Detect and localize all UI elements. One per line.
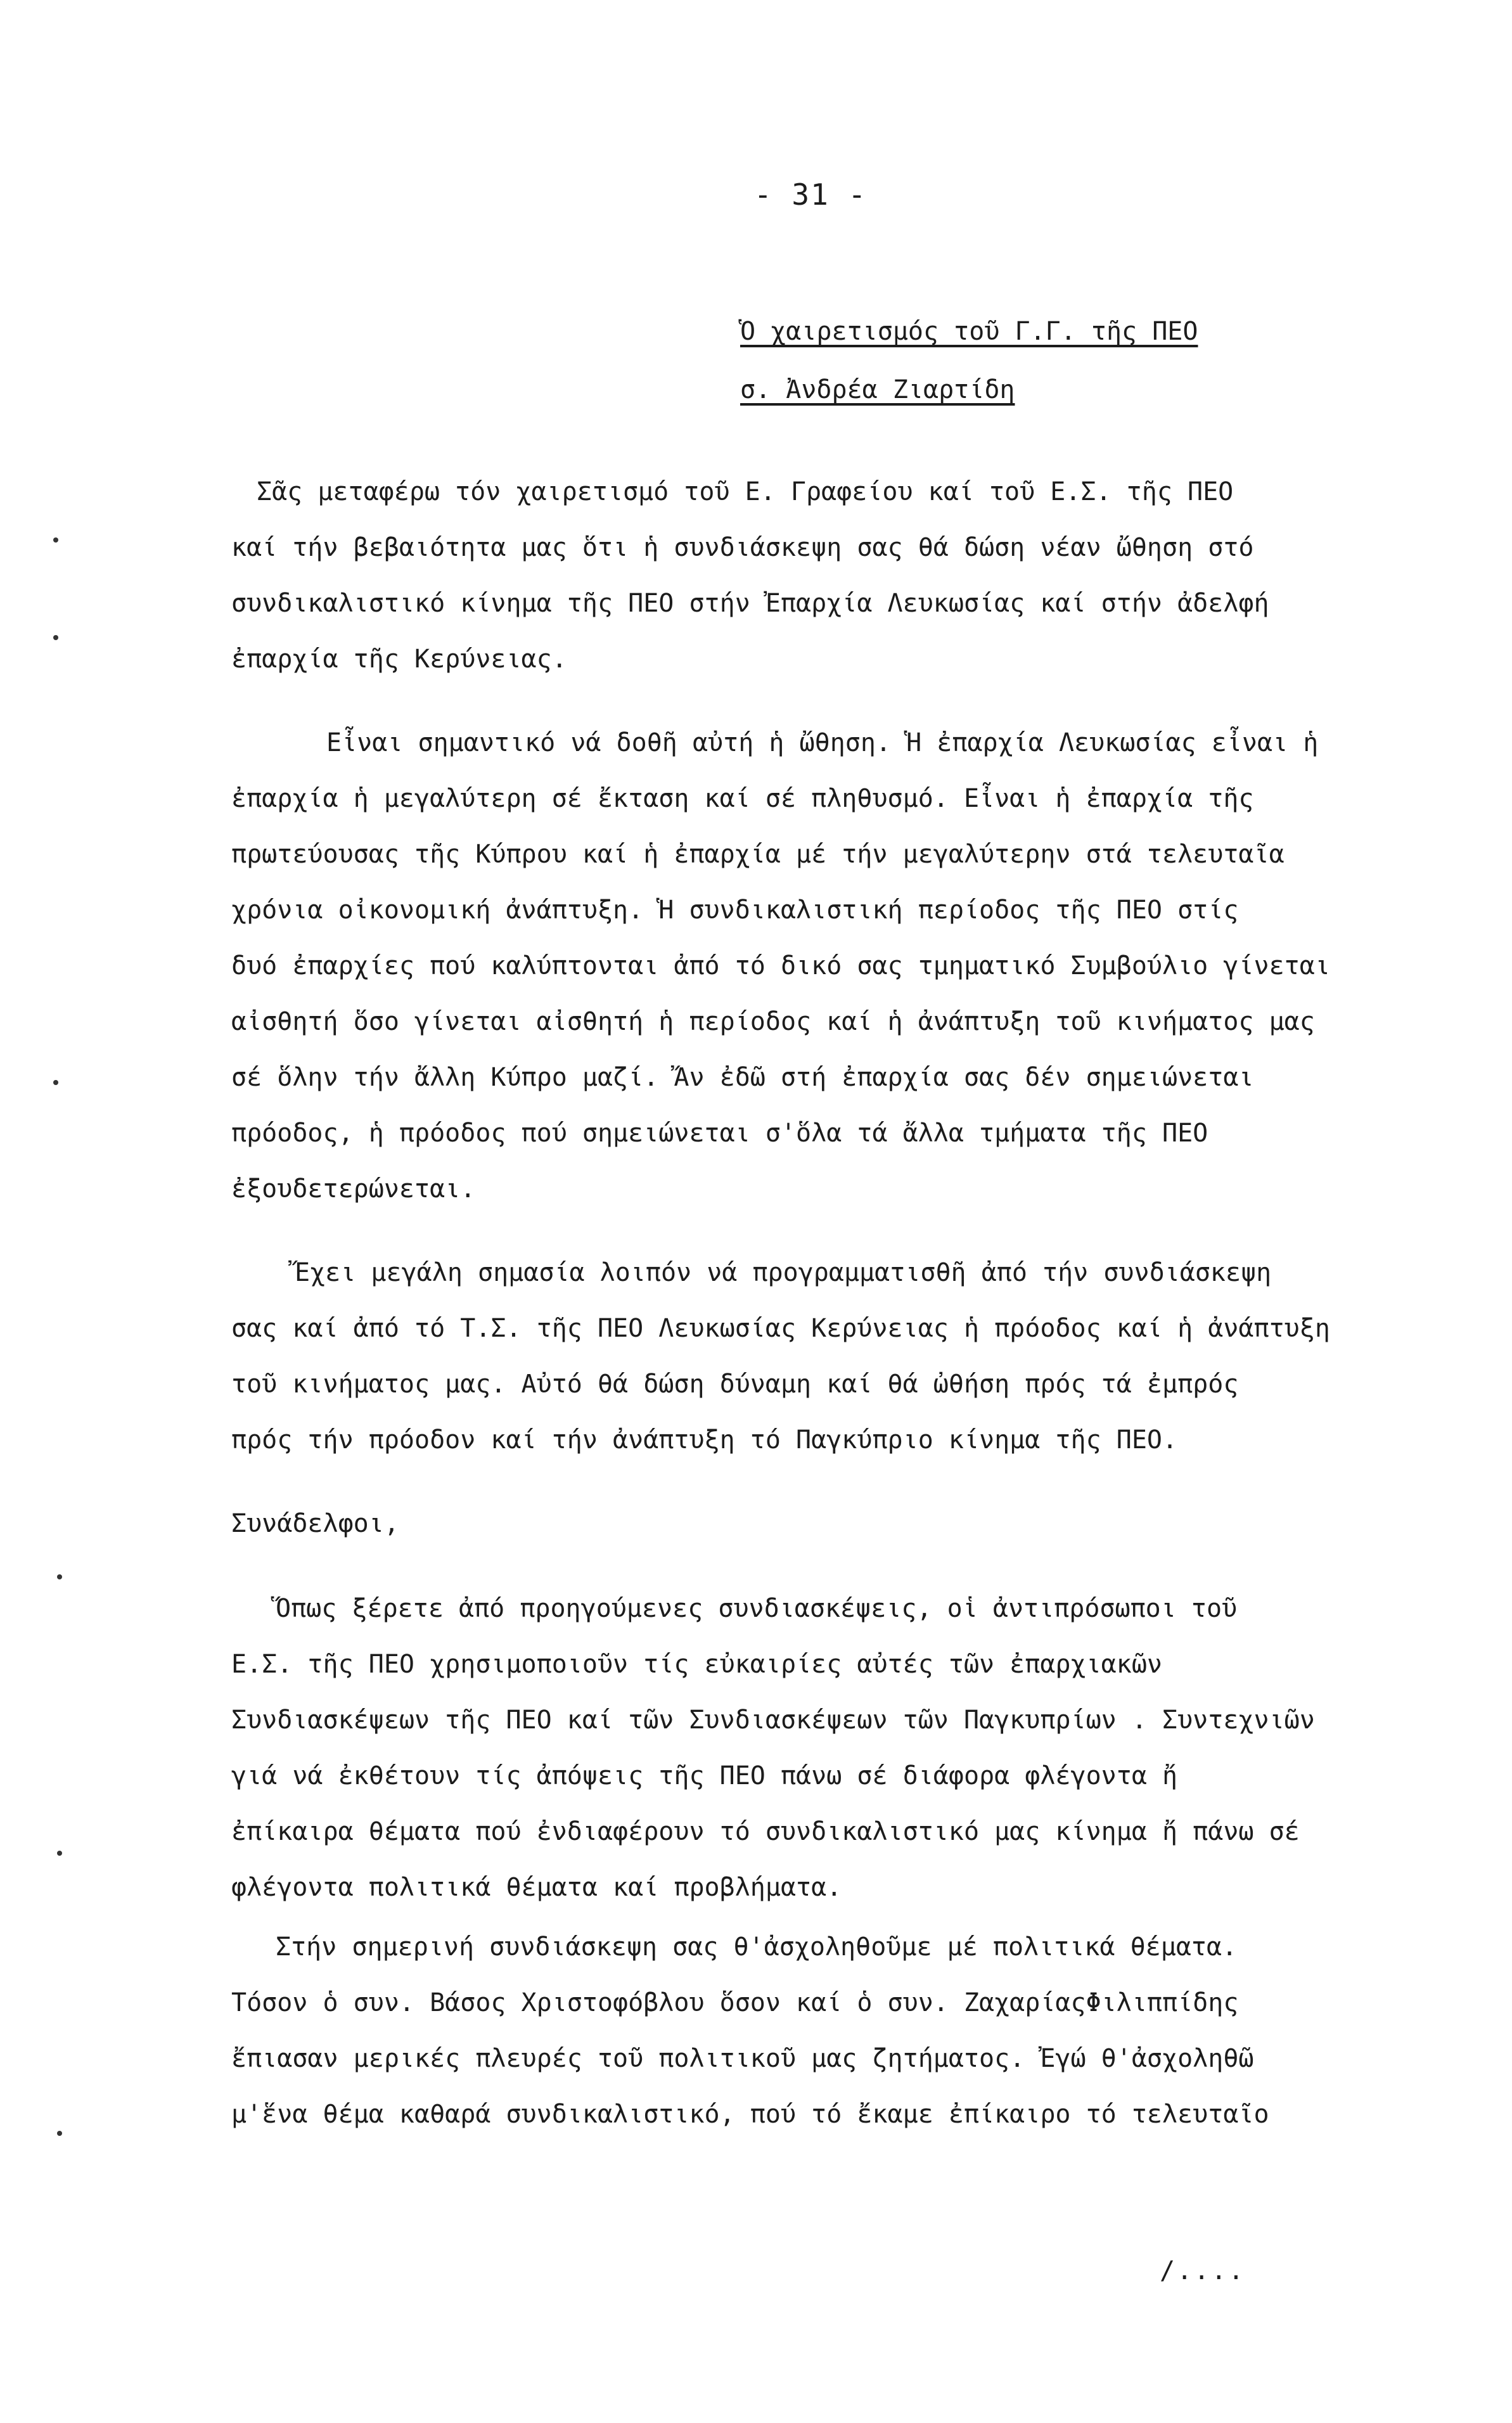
text-line: Ὅπως ξέρετε ἀπό προηγούμενες συνδιασκέψεις, οἱ ἀντιπρόσωποι τοῦ bbox=[276, 1594, 1238, 1623]
text-line: δυό ἐπαρχίες πού καλύπτονται ἀπό τό δικό σας τμηματικό Συμβούλιο γίνεται bbox=[231, 951, 1330, 980]
text-line: συνδικαλιστικό κίνημα τῆς ΠΕΟ στήν Ἐπαρχία Λευκωσίας καί στήν ἀδελφή bbox=[231, 589, 1269, 618]
text-line: μ'ἕνα θέμα καθαρά συνδικαλιστικό, πού τό ἔκαμε ἐπίκαιρο τό τελευταῖο bbox=[231, 2100, 1269, 2129]
margin-dot bbox=[57, 1574, 62, 1579]
text-line: Ε.Σ. τῆς ΠΕΟ χρησιμοποιοῦν τίς εὐκαιρίες αὐτές τῶν ἐπαρχιακῶν bbox=[231, 1650, 1163, 1679]
paragraph-greeting bbox=[231, 464, 1416, 687]
text-line: Ἔχει μεγάλη σημασία λοιπόν νά προγραμματισθῆ ἀπό τήν συνδιάσκεψη bbox=[295, 1258, 1272, 1287]
text-line: Συνδιασκέψεων τῆς ΠΕΟ καί τῶν Συνδιασκέψεων τῶν Παγκυπρίων . Συντεχνιῶν bbox=[231, 1706, 1315, 1735]
text-line: σέ ὅλην τήν ἄλλη Κύπρο μαζί. Ἄν ἐδῶ στή ἐπαρχία σας δέν σημειώνεται bbox=[231, 1063, 1254, 1092]
text-line: Τόσον ὁ συν. Βάσος Χριστοφόβλου ὅσον καί ὁ συν. ΖαχαρίαςΦιλιππίδης bbox=[231, 1988, 1239, 2017]
text-line: Συνάδελφοι, bbox=[231, 1509, 399, 1538]
text-line: ἐπαρχία τῆς Κερύνειας. bbox=[231, 645, 567, 674]
page-number: - 31 - bbox=[754, 177, 868, 212]
paragraph-salutation bbox=[231, 1496, 1416, 1552]
text-line: ἐπαρχία ἡ μεγαλύτερη σέ ἔκταση καί σέ πληθυσμό. Εἶναι ἡ ἐπαρχία τῆς bbox=[231, 784, 1254, 813]
text-line: τοῦ κινήματος μας. Αὐτό θά δώση δύναμη καί θά ὠθήση πρός τά ἐμπρός bbox=[231, 1370, 1239, 1399]
text-line: πρός τήν πρόοδον καί τήν ἀνάπτυξη τό Παγκύπριο κίνημα τῆς ΠΕΟ. bbox=[231, 1425, 1178, 1455]
text-line: σας καί ἀπό τό Τ.Σ. τῆς ΠΕΟ Λευκωσίας Κερύνειας ἡ πρόοδος καί ἡ ἀνάπτυξη bbox=[231, 1314, 1330, 1343]
text-line: φλέγοντα πολιτικά θέματα καί προβλήματα. bbox=[231, 1873, 842, 1902]
heading-title: Ὁ χαιρετισμός τοῦ Γ.Γ. τῆς ΠΕΟ bbox=[740, 317, 1198, 346]
margin-dot bbox=[53, 537, 58, 543]
paragraph-planning bbox=[231, 1245, 1416, 1468]
margin-dot bbox=[53, 1080, 58, 1085]
text-line: Στήν σημερινή συνδιάσκεψη σας θ'ἀσχοληθοῦμε μέ πολιτικά θέματα. bbox=[276, 1932, 1238, 1962]
text-line: χρόνια οἰκονομική ἀνάπτυξη. Ἡ συνδικαλιστική περίοδος τῆς ΠΕΟ στίς bbox=[231, 896, 1239, 925]
text-line: πρωτεύουσας τῆς Κύπρου καί ἡ ἐπαρχία μέ τήν μεγαλύτερην στά τελευταῖα bbox=[231, 840, 1285, 869]
text-line: αἰσθητή ὅσο γίνεται αἰσθητή ἡ περίοδος καί ἡ ἀνάπτυξη τοῦ κινήματος μας bbox=[231, 1007, 1315, 1036]
heading-speaker: σ. Ἀνδρέα Ζιαρτίδη bbox=[740, 375, 1015, 404]
text-line: πρόοδος, ἡ πρόοδος πού σημειώνεται σ'ὅλα τά ἄλλα τμήματα τῆς ΠΕΟ bbox=[231, 1119, 1208, 1148]
continuation-mark: /.... bbox=[1160, 2256, 1246, 2285]
paragraph-previous-conferences bbox=[231, 1581, 1416, 1915]
text-line: γιά νά ἐκθέτουν τίς ἀπόψεις τῆς ΠΕΟ πάνω σέ διάφορα φλέγοντα ἤ bbox=[231, 1761, 1178, 1790]
text-line: Εἶναι σημαντικό νά δοθῆ αὐτή ἡ ὤθηση. Ἡ ἐπαρχία Λευκωσίας εἶναι ἡ bbox=[326, 728, 1319, 757]
paragraph-importance bbox=[231, 715, 1416, 1217]
margin-dot bbox=[53, 635, 58, 640]
text-line: ἐπίκαιρα θέματα πού ἐνδιαφέρουν τό συνδικαλιστικό μας κίνημα ἤ πάνω σέ bbox=[231, 1817, 1300, 1846]
margin-dot bbox=[57, 2131, 62, 2136]
text-line: καί τήν βεβαιότητα μας ὅτι ἡ συνδιάσκεψη σας θά δώση νέαν ὤθηση στό bbox=[231, 533, 1254, 562]
paragraph-todays-conference bbox=[231, 1919, 1416, 2142]
text-line: ἔπιασαν μερικές πλευρές τοῦ πολιτικοῦ μας ζητήματος. Ἐγώ θ'ἀσχοληθῶ bbox=[231, 2044, 1254, 2073]
text-line: ἐξουδετερώνεται. bbox=[231, 1174, 476, 1204]
text-line: Σᾶς μεταφέρω τόν χαιρετισμό τοῦ Ε. Γραφείου καί τοῦ Ε.Σ. τῆς ΠΕΟ bbox=[257, 477, 1234, 506]
margin-dot bbox=[57, 1851, 62, 1856]
